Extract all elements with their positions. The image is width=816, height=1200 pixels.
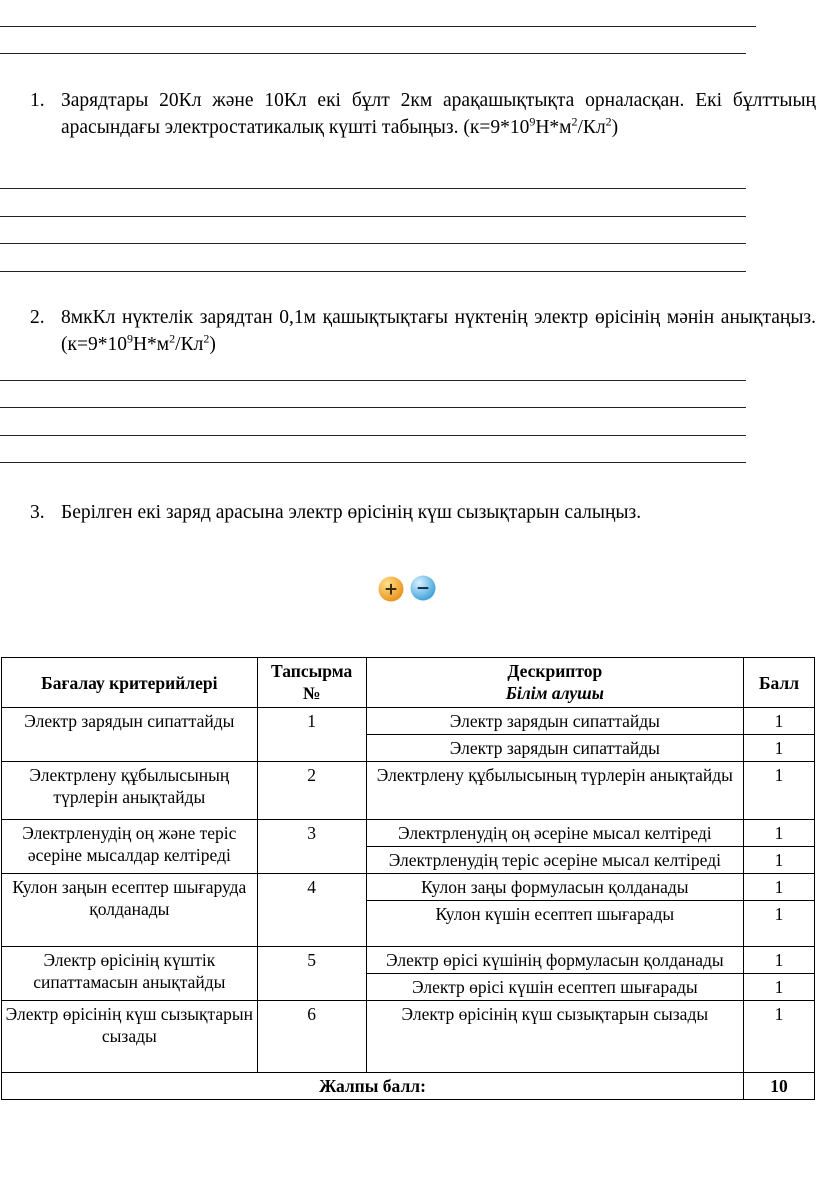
descriptor-cell: Электр зарядын сипаттайды	[366, 735, 743, 762]
total-score: 10	[744, 1073, 815, 1100]
task-cell: 6	[257, 1001, 366, 1073]
question-number: 3.	[30, 502, 45, 523]
criterion-cell: Электр зарядын сипаттайды	[2, 708, 258, 762]
task-cell: 5	[257, 947, 366, 1001]
score-cell: 1	[744, 708, 815, 735]
table-row	[2, 947, 815, 974]
table-row	[2, 1001, 815, 1073]
descriptor-cell: Кулон күшін есептеп шығарады	[366, 901, 743, 947]
question-2	[30, 304, 816, 358]
question-number: 2.	[30, 307, 45, 328]
question-number: 1.	[30, 90, 45, 111]
score-cell: 1	[744, 874, 815, 901]
criterion-cell: Электрлену құбылысының түрлерін анықтайды	[2, 762, 258, 820]
question-1	[30, 87, 816, 141]
score-cell: 1	[744, 947, 815, 974]
score-cell: 1	[744, 847, 815, 874]
total-row	[2, 1073, 815, 1100]
score-cell: 1	[744, 820, 815, 847]
svg-text:−: −	[415, 578, 431, 599]
question-text: Зарядтары 20Кл және 10Кл екі бұлт 2км арақашықтықта орналасқан. Екі бұлттыың арасындағы электростатикалық күшті табыңыз. $(к=9*10^9Н*м^2/Кл^2)$	[61, 90, 816, 138]
criterion-cell: Электрленудің оң және теріс әсеріне мысалдар келтіреді	[2, 820, 258, 874]
total-label: Жалпы балл:	[2, 1073, 744, 1100]
table-row	[2, 708, 815, 735]
answer-line	[0, 407, 746, 408]
answer-line	[0, 380, 746, 381]
score-cell: 1	[744, 762, 815, 820]
descriptor-cell: Электрленудің теріс әсеріне мысал келтіреді	[366, 847, 743, 874]
answer-line	[0, 243, 746, 244]
question-text: Берілген екі заряд арасына электр өрісінің күш сызықтарын салыңыз.	[61, 502, 642, 523]
descriptor-cell: Электрленудің оң әсеріне мысал келтіреді	[366, 820, 743, 847]
table-row	[2, 820, 815, 847]
task-cell: 1	[257, 708, 366, 762]
criterion-cell: Электр өрісінің күштік сипаттамасын анықтайды	[2, 947, 258, 1001]
task-cell: 2	[257, 762, 366, 820]
question-3	[30, 499, 816, 526]
answer-line	[0, 216, 746, 217]
answer-line	[0, 26, 756, 27]
criterion-cell: Электр өрісінің күш сызықтарын сызады	[2, 1001, 258, 1073]
answer-line	[0, 271, 746, 272]
header-criteria: Бағалау критерийлері	[2, 658, 258, 708]
descriptor-cell: Электр өрісі күшінің формуласын қолданады	[366, 947, 743, 974]
table-row	[2, 762, 815, 820]
score-cell: 1	[744, 974, 815, 1001]
task-cell: 3	[257, 820, 366, 874]
assessment-criteria-table	[1, 657, 815, 1100]
header-descriptor: Дескриптор Білім алушы	[366, 658, 743, 708]
positive-charge-icon	[379, 577, 404, 602]
descriptor-cell: Электр өрісі күшін есептеп шығарады	[366, 974, 743, 1001]
negative-charge-icon	[411, 576, 436, 601]
descriptor-cell: Электрлену құбылысының түрлерін анықтайды	[366, 762, 743, 820]
score-cell: 1	[744, 1001, 815, 1073]
header-score: Балл	[744, 658, 815, 708]
question-text: 8мкКл нүктелік зарядтан 0,1м қашықтықтағы нүктенің электр өрісінің мәнін анықтаңыз. $(к=9*10^9Н*м^2/Кл^2)$	[61, 307, 816, 355]
charges-illustration	[376, 573, 442, 605]
answer-line	[0, 435, 746, 436]
svg-text:+: +	[383, 579, 399, 600]
answer-line	[0, 188, 746, 189]
score-cell: 1	[744, 735, 815, 762]
task-cell: 4	[257, 874, 366, 947]
descriptor-cell: Электр өрісінің күш сызықтарын сызады	[366, 1001, 743, 1073]
header-descriptor-sub: Білім алушы	[505, 683, 604, 703]
answer-line	[0, 53, 746, 54]
score-cell: 1	[744, 901, 815, 947]
descriptor-cell: Кулон заңы формуласын қолданады	[366, 874, 743, 901]
criterion-cell: Кулон заңын есептер шығаруда қолданады	[2, 874, 258, 947]
answer-line	[0, 462, 746, 463]
descriptor-cell: Электр зарядын сипаттайды	[366, 708, 743, 735]
table-row	[2, 874, 815, 901]
header-task: Тапсырма №	[257, 658, 366, 708]
